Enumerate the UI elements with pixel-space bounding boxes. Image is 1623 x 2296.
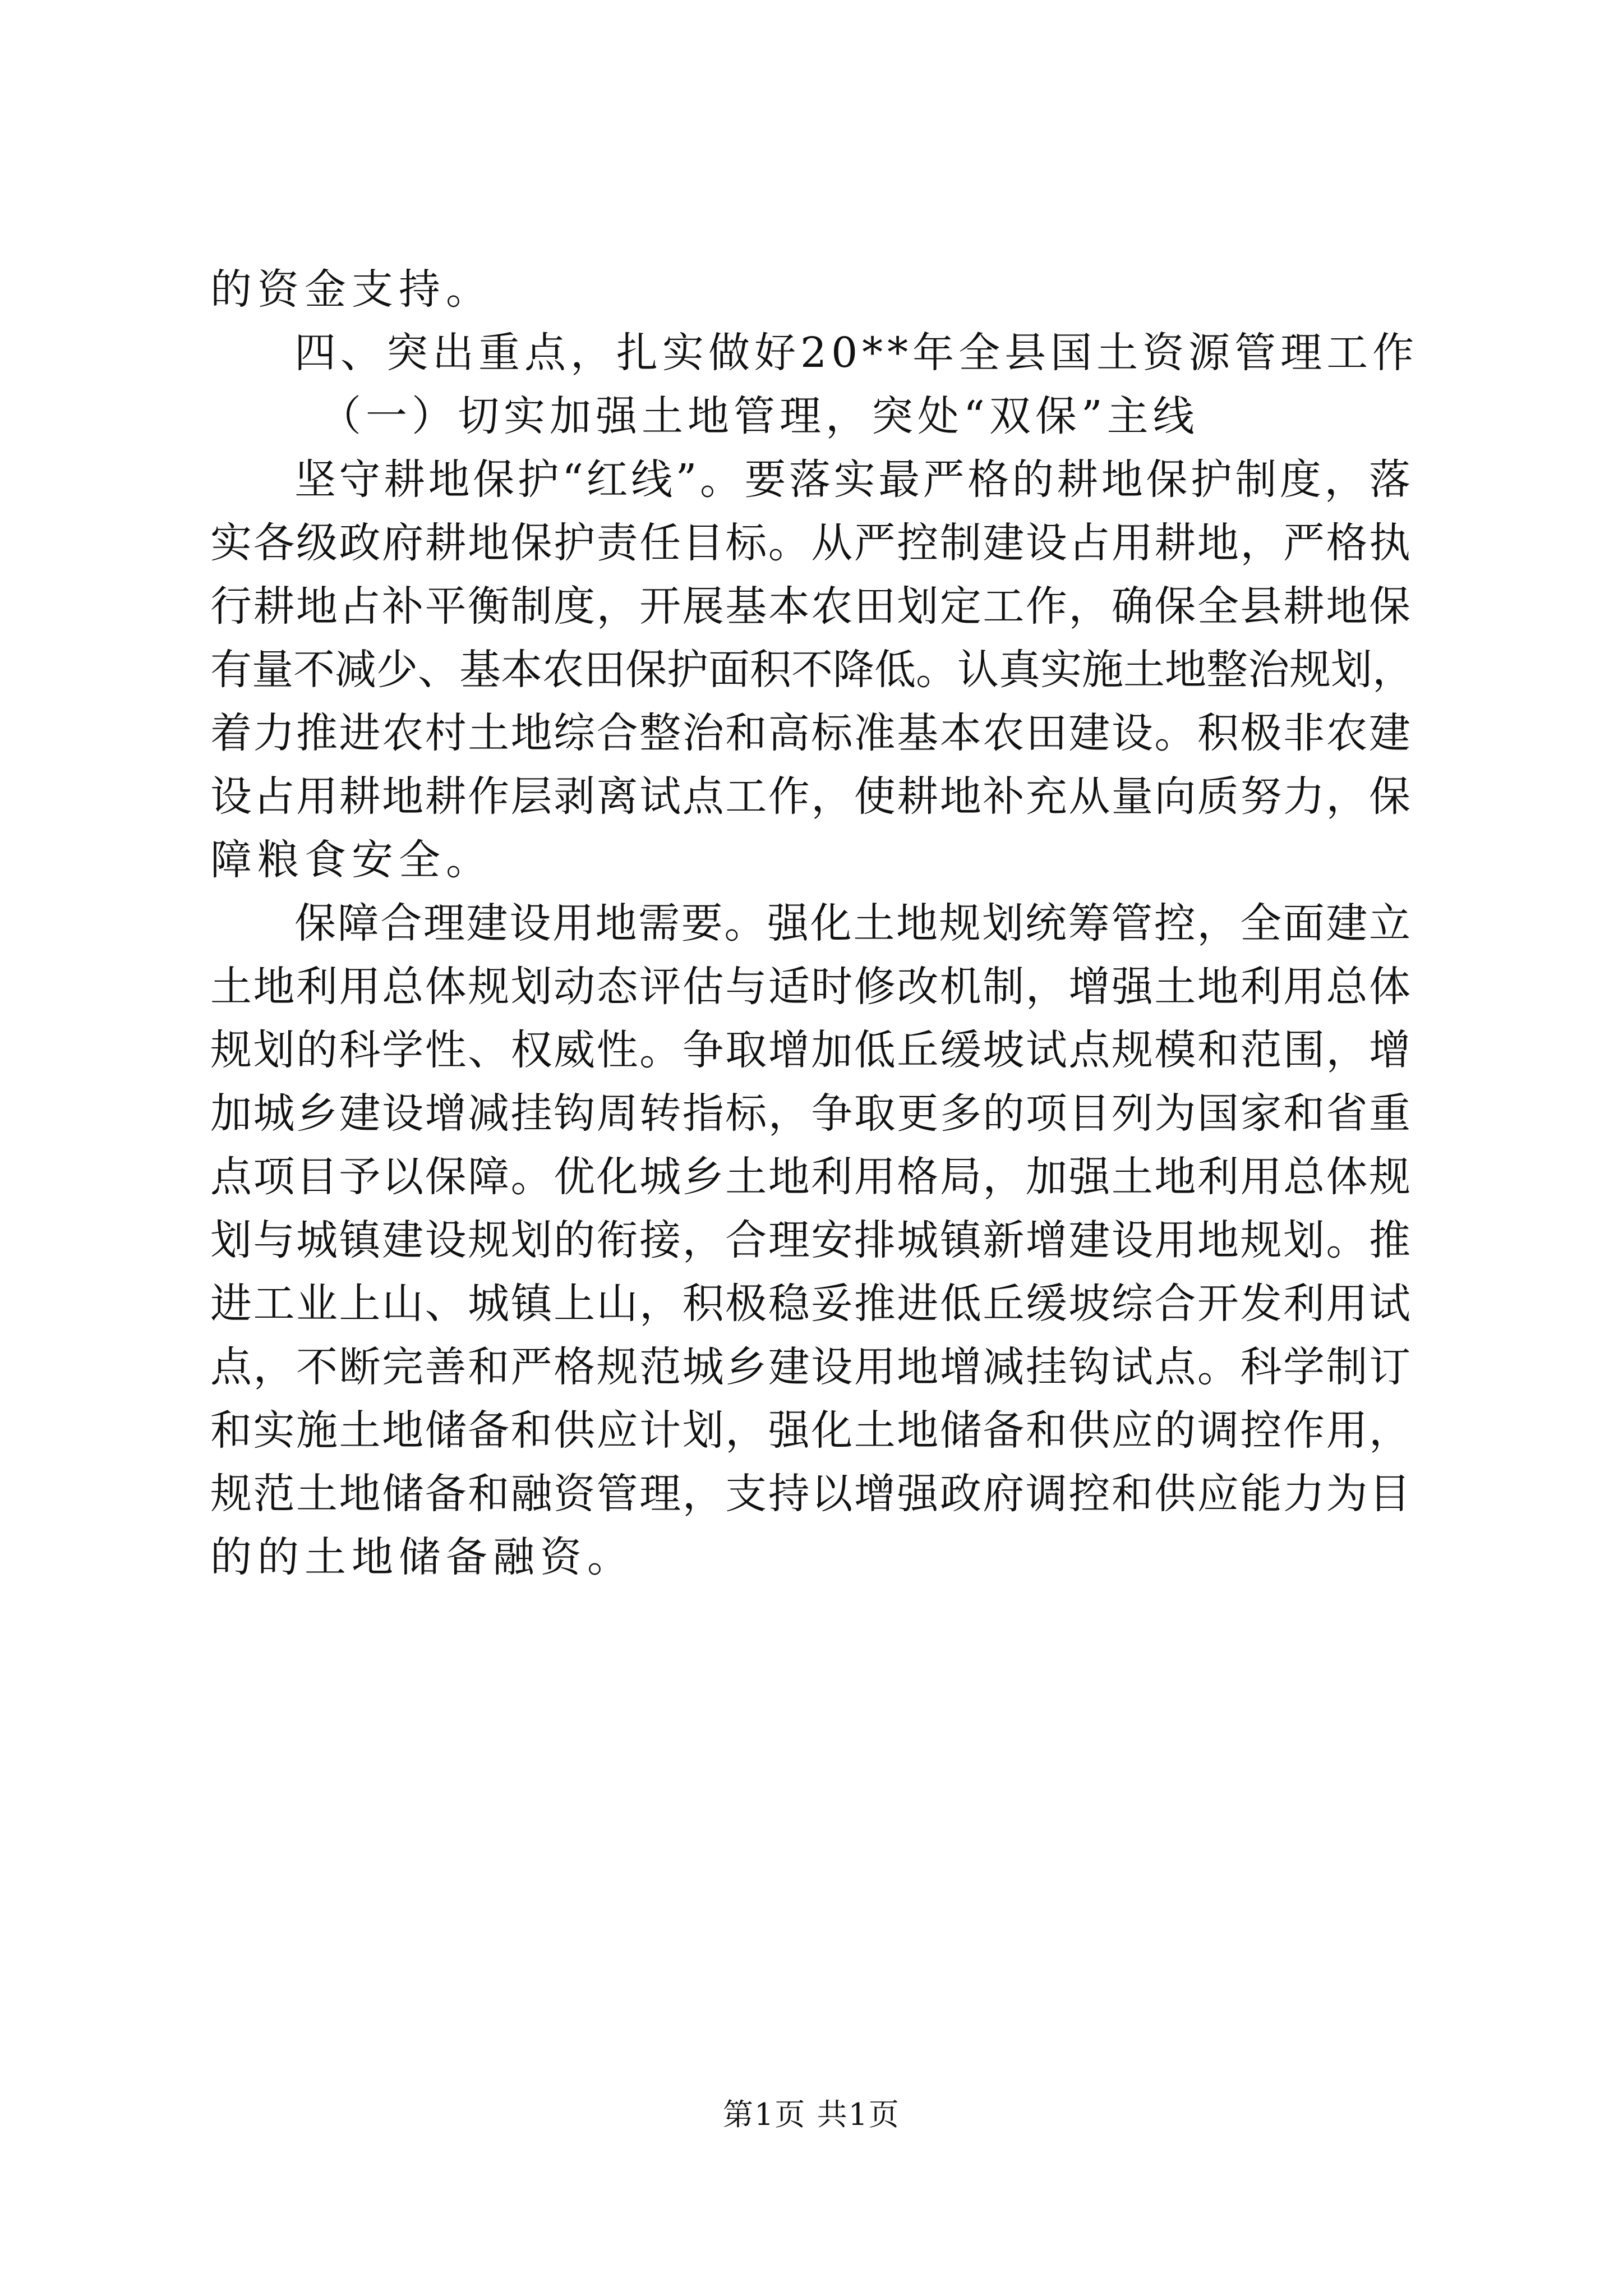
paragraph-line: 土地利用总体规划动态评估与适时修改机制，增强土地利用总体 (210, 963, 1410, 1011)
document-body (210, 258, 1419, 1589)
paragraph-line: 有量不减少、基本农田保护面积不降低。认真实施土地整治规划， (210, 646, 1414, 694)
paragraph-line: 规划的科学性、权威性。争取增加低丘缓坡试点规模和范围，增 (210, 1026, 1410, 1074)
paragraph-line: 点，不断完善和严格规范城乡建设用地增减挂钩试点。科学制订 (210, 1343, 1410, 1391)
paragraph-line: 障粮食安全。 (210, 836, 493, 884)
page-number: 第1页 共1页 (723, 2097, 900, 2132)
paragraph-line: 划与城镇建设规划的衔接，合理安排城镇新增建设用地规划。推 (210, 1216, 1410, 1264)
paragraph-line: 坚守耕地保护“红线”。要落实最严格的耕地保护制度，落 (294, 455, 1410, 504)
paragraph-line: 进工业上山、城镇上山，积极稳妥推进低丘缓坡综合开发利用试 (210, 1280, 1410, 1328)
paragraph-line: 行耕地占补平衡制度，开展基本农田划定工作，确保全县耕地保 (210, 582, 1410, 631)
paragraph-line: 的的土地储备融资。 (210, 1533, 634, 1581)
paragraph-line: 着力推进农村土地综合整治和高标准基本农田建设。积极非农建 (210, 709, 1410, 757)
text-line: 的资金支持。 (210, 265, 493, 314)
paragraph-line: 加城乡建设增减挂钩周转指标，争取更多的项目列为国家和省重 (210, 1089, 1410, 1138)
page-footer (0, 2095, 1623, 2134)
paragraph-line: 和实施土地储备和供应计划，强化土地储备和供应的调控作用， (210, 1406, 1410, 1455)
paragraph-line: 设占用耕地耕作层剥离试点工作，使耕地补充从量向质努力，保 (210, 772, 1410, 821)
section-heading: 四、突出重点，扎实做好20**年全县国土资源管理工作 (294, 329, 1419, 377)
paragraph-line: 保障合理建设用地需要。强化土地规划统筹管控，全面建立 (294, 899, 1410, 947)
subsection-heading: （一）切实加强土地管理，突处“双保”主线 (320, 392, 1199, 440)
paragraph-line: 实各级政府耕地保护责任目标。从严控制建设占用耕地，严格执 (210, 519, 1410, 567)
paragraph-line: 规范土地储备和融资管理，支持以增强政府调控和供应能力为目 (210, 1470, 1410, 1518)
paragraph-line: 点项目予以保障。优化城乡土地利用格局，加强土地利用总体规 (210, 1153, 1410, 1201)
